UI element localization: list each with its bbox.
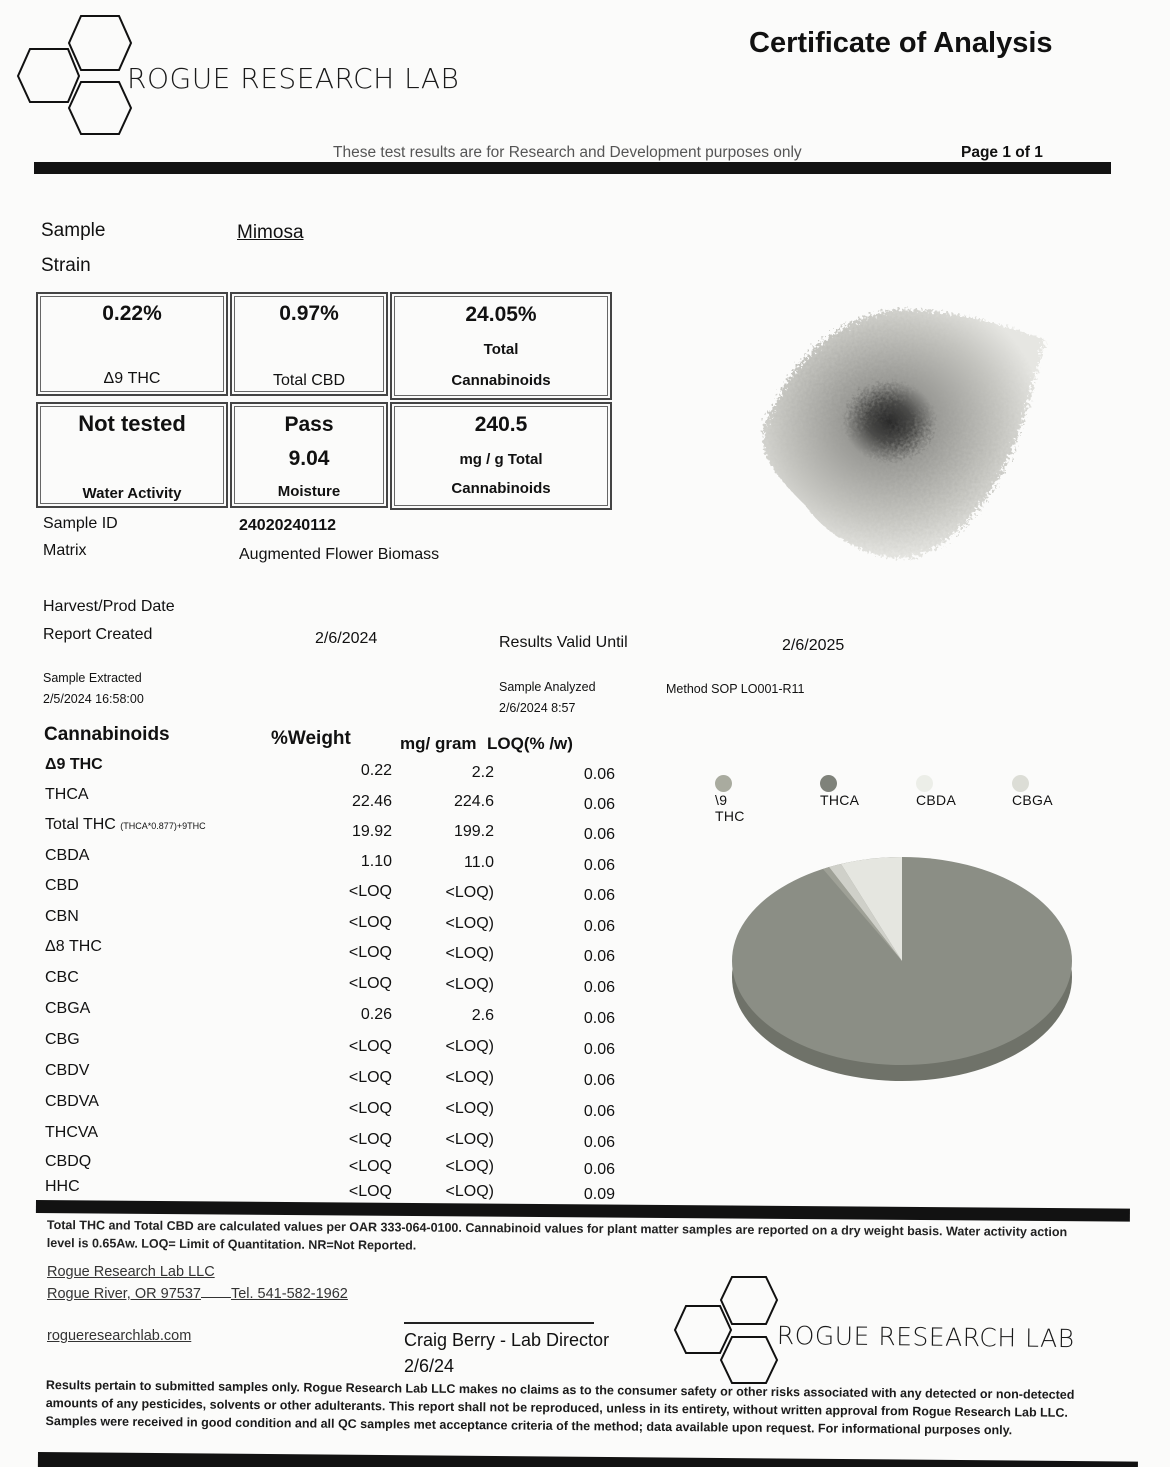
cell-name: CBDV <box>45 1062 90 1079</box>
sample-id-value: 24020240112 <box>239 517 336 534</box>
extracted-value: 2/5/2024 16:58:00 <box>43 692 144 706</box>
cell-mg: <LOQ) <box>445 915 494 932</box>
header-logo <box>14 12 474 137</box>
cell-weight: <LOQ <box>348 944 392 961</box>
cell-mg: <LOQ) <box>445 945 494 962</box>
strain-label: Strain <box>41 255 91 276</box>
table-row <box>0 908 620 938</box>
cell-weight: <LOQ <box>348 914 392 931</box>
legend-label: THCA <box>820 791 860 808</box>
d9thc-value: 0.22% <box>102 302 162 325</box>
summary-moisture <box>230 402 388 508</box>
table-row <box>0 816 620 846</box>
summary-grid <box>35 291 615 511</box>
cell-weight: 1.10 <box>360 853 392 870</box>
summary-mg-total <box>390 402 612 510</box>
cell-weight: <LOQ <box>348 1158 392 1175</box>
col-header-mg: mg/ gram <box>400 734 477 753</box>
cell-name: Δ9 THC <box>45 756 103 773</box>
cell-mg: <LOQ) <box>445 1131 494 1148</box>
cell-mg: <LOQ) <box>445 976 494 993</box>
cell-name: CBC <box>45 969 79 986</box>
cell-name: CBD <box>45 877 79 894</box>
cell-loq: 0.06 <box>583 826 615 843</box>
cell-weight: 19.92 <box>351 823 392 840</box>
cell-mg: <LOQ) <box>445 1158 494 1175</box>
cell-loq: 0.06 <box>583 1041 615 1058</box>
cell-name: CBG <box>45 1031 80 1048</box>
legend-label: CBDA <box>916 791 957 808</box>
total-cbd-value: 0.97% <box>279 302 339 325</box>
cell-mg: 2.6 <box>471 1007 494 1024</box>
cell-mg: 11.0 <box>464 854 494 871</box>
method-label: Method SOP LO001-R11 <box>666 682 805 696</box>
total-cannabinoids-value: 24.05% <box>465 303 537 326</box>
hexagon-logo-icon <box>14 12 134 137</box>
cell-loq: 0.06 <box>583 1010 615 1027</box>
cell-weight: 22.46 <box>351 793 392 810</box>
matrix-value: Augmented Flower Biomass <box>239 546 440 563</box>
table-row <box>0 1062 620 1092</box>
cell-loq: 0.06 <box>583 948 615 965</box>
analyzed-value: 2/6/2024 8:57 <box>499 701 576 715</box>
legend-item-cbda <box>916 774 956 808</box>
cell-name: CBDQ <box>45 1153 92 1170</box>
legend-dot-icon <box>916 775 933 792</box>
summary-total-cannabinoids <box>390 292 612 400</box>
summary-d9thc <box>36 292 228 396</box>
valid-until-label: Results Valid Until <box>499 634 628 651</box>
cell-weight: 0.26 <box>360 1006 392 1023</box>
footer-logo <box>672 1275 1112 1385</box>
phone-text: Tel. 541-582-1962 <box>230 1286 348 1302</box>
table-row <box>0 969 620 999</box>
col-header-weight: %Weight <box>271 728 351 749</box>
cell-weight: <LOQ <box>348 1131 392 1148</box>
disclaimer-line-2: amounts of any pesticides, solvents or other adulterants. This report shall not be reproduced, unless in its entirety, without written approval from Rogue Research Lab LLC. <box>45 1395 1068 1420</box>
report-created-value: 2/6/2024 <box>315 630 378 647</box>
cell-name: CBDA <box>45 847 90 864</box>
legend-item-thca <box>820 774 859 808</box>
table-row <box>0 756 620 786</box>
analyzed-label: Sample Analyzed <box>499 680 596 694</box>
mg-total-label-2: Cannabinoids <box>451 480 551 497</box>
legend-dot-icon <box>820 775 837 792</box>
footer-lab-name: ROGUE RESEARCH LAB <box>776 1321 1075 1354</box>
cell-mg: <LOQ) <box>445 1069 494 1086</box>
sign-date: 2/6/24 <box>404 1356 455 1376</box>
moisture-status: Pass <box>284 413 334 436</box>
valid-until-value: 2/6/2025 <box>782 637 845 654</box>
cell-name: THCA <box>45 786 89 803</box>
table-row <box>0 1093 620 1123</box>
strain-name: Mimosa <box>237 222 304 243</box>
address-line <box>47 1286 348 1302</box>
cell-loq: 0.06 <box>583 1103 615 1120</box>
cell-mg: <LOQ) <box>445 1038 494 1055</box>
table-row <box>0 1000 620 1030</box>
page-title: Certificate of Analysis <box>749 27 1053 59</box>
header-divider <box>34 162 1111 174</box>
disclaimer-line-1: Results pertain to submitted samples only. Rogue Research Lab LLC makes no claims as to the consumer safety or other risks associated with any detected or non-detected <box>45 1377 1075 1402</box>
col-header-loq: LOQ(% /w) <box>487 734 573 753</box>
table-row <box>0 847 620 877</box>
company-link[interactable]: Rogue Research Lab LLC <box>47 1264 215 1280</box>
cell-name-note: (THCA*0.877)+9THC <box>120 821 206 831</box>
signature-line <box>404 1322 594 1324</box>
summary-total-cbd <box>230 292 388 396</box>
cannabinoid-table <box>0 724 620 1204</box>
footer-divider <box>38 1452 1138 1467</box>
total-cannabinoids-label-1: Total <box>483 341 519 358</box>
cell-loq: 0.06 <box>583 887 615 904</box>
cell-mg: <LOQ) <box>445 884 494 901</box>
cell-weight: <LOQ <box>348 1100 392 1117</box>
cell-weight: 0.22 <box>360 762 392 779</box>
signer-name: Craig Berry - Lab Director <box>404 1330 610 1350</box>
cell-name <box>45 816 206 834</box>
col-header-cannabinoids: Cannabinoids <box>44 724 170 745</box>
cell-weight: <LOQ <box>348 1038 392 1055</box>
calc-notes: Total THC and Total CBD are calculated values per OAR 333-064-0100. Cannabinoid values for plant matter samples are reported on a dry weight basis. Water activity action level is 0.65Aw. LOQ= Limit of Quantitation. NR=Not Reported. <box>46 1218 1068 1253</box>
cell-mg: <LOQ) <box>445 1183 494 1200</box>
table-row <box>0 877 620 907</box>
cell-loq: 0.06 <box>583 1134 615 1151</box>
cell-name: Δ8 THC <box>45 938 102 955</box>
legend-dot-icon <box>1012 775 1029 792</box>
cell-weight: <LOQ <box>348 975 392 992</box>
hexagon-logo-icon <box>672 1275 782 1385</box>
cell-name: CBDVA <box>45 1093 99 1110</box>
table-row <box>0 1124 620 1154</box>
page-indicator: Page 1 of 1 <box>961 144 1043 161</box>
moisture-value: 9.04 <box>288 447 330 470</box>
d9thc-label: Δ9 THC <box>103 370 161 387</box>
cell-loq: 0.06 <box>583 796 615 813</box>
total-cbd-label: Total CBD <box>272 372 346 389</box>
water-activity-value: Not tested <box>78 411 186 436</box>
table-row <box>0 1031 620 1061</box>
cell-weight: <LOQ <box>348 1183 392 1200</box>
cell-name-text: Total THC <box>45 816 116 833</box>
cell-name: THCVA <box>45 1124 99 1141</box>
rd-disclaimer: These test results are for Research and Development purposes only <box>333 144 802 161</box>
cell-name: CBN <box>45 908 79 925</box>
legend-item-d9thc <box>715 774 745 824</box>
header-lab-name: ROGUE RESEARCH LAB <box>127 62 460 95</box>
table-row <box>0 786 620 816</box>
total-cannabinoids-label-2: Cannabinoids <box>451 372 551 389</box>
cell-weight: <LOQ <box>348 1069 392 1086</box>
address-gap <box>201 1297 231 1298</box>
legend-item-cbga <box>1012 774 1053 808</box>
legend-label: \9 THC <box>715 791 745 824</box>
legend-dot-icon <box>715 775 732 792</box>
cell-weight: <LOQ <box>348 883 392 900</box>
sample-photo <box>735 295 1055 580</box>
moisture-label: Moisture <box>277 483 341 500</box>
cell-mg: <LOQ) <box>445 1100 494 1117</box>
extracted-label: Sample Extracted <box>43 671 142 685</box>
table-row <box>0 938 620 968</box>
cell-mg: 2.2 <box>471 764 494 781</box>
cell-name: CBGA <box>45 1000 91 1017</box>
mg-total-value: 240.5 <box>474 413 528 436</box>
cell-name: HHC <box>45 1178 80 1195</box>
cell-mg: 199.2 <box>453 823 494 840</box>
cell-loq: 0.06 <box>583 918 615 935</box>
legend-label: CBGA <box>1012 791 1053 808</box>
cell-loq: 0.06 <box>583 766 615 783</box>
report-created-label: Report Created <box>43 626 153 643</box>
legal-disclaimer <box>45 1376 1125 1440</box>
cell-loq: 0.06 <box>583 1161 615 1178</box>
sample-label: Sample <box>41 220 106 241</box>
cell-loq: 0.06 <box>583 1072 615 1089</box>
cell-loq: 0.06 <box>583 979 615 996</box>
water-activity-label: Water Activity <box>82 485 182 502</box>
website-link[interactable]: rogueresearchlab.com <box>47 1328 192 1344</box>
sample-id-label: Sample ID <box>43 515 118 532</box>
cell-mg: 224.6 <box>453 793 494 810</box>
address-text: Rogue River, OR 97537 <box>47 1286 201 1302</box>
mg-total-label-1: mg / g Total <box>459 451 543 468</box>
cell-loq: 0.09 <box>583 1186 615 1203</box>
pie-chart <box>730 845 1080 1085</box>
cell-loq: 0.06 <box>583 857 615 874</box>
disclaimer-line-3: Samples were received in good condition and all QC samples met acceptance criteria of the method; data available upon request. For informational purposes only. <box>45 1413 1013 1438</box>
harvest-date-label: Harvest/Prod Date <box>43 598 175 615</box>
summary-water-activity <box>36 402 228 508</box>
matrix-label: Matrix <box>43 542 87 559</box>
